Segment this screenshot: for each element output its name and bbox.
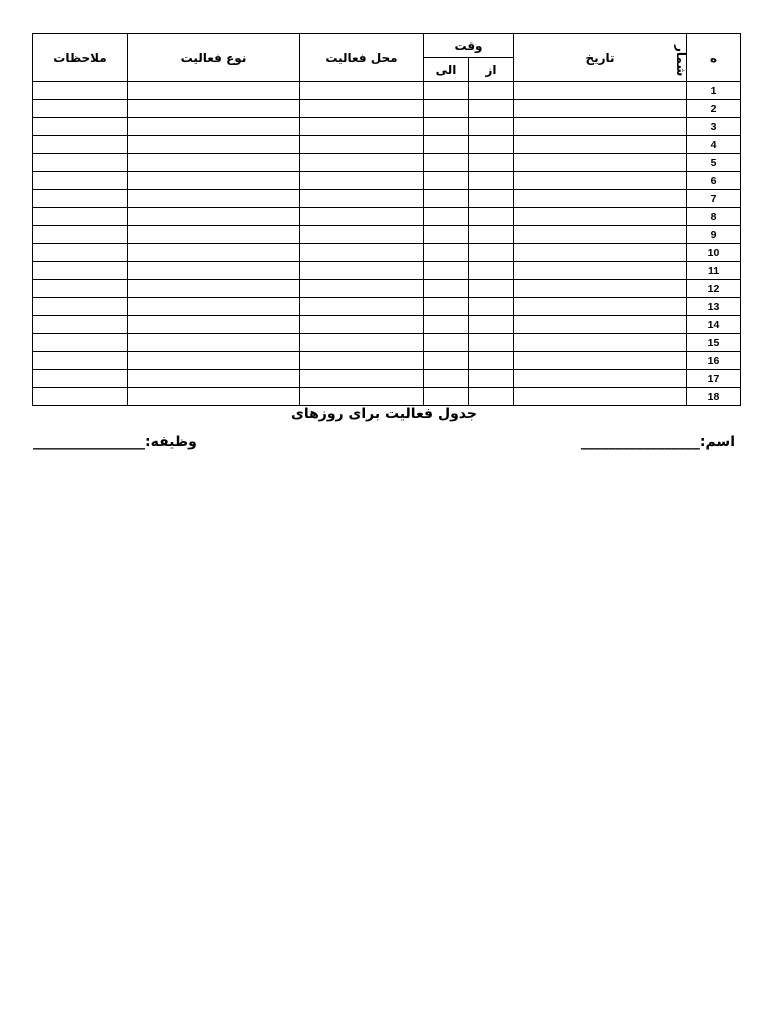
row-number: 9 (687, 226, 741, 244)
activity-type-cell[interactable] (128, 316, 300, 334)
time-from-cell[interactable] (469, 262, 514, 280)
time-to-cell[interactable] (424, 244, 469, 262)
row-number: 13 (687, 298, 741, 316)
table-body (33, 82, 741, 406)
row-number: 11 (687, 262, 741, 280)
activity-type-cell[interactable] (128, 208, 300, 226)
date-cell[interactable] (514, 154, 687, 172)
header-date: تاریخ (514, 34, 687, 82)
time-from-cell[interactable] (469, 244, 514, 262)
time-to-cell[interactable] (424, 388, 469, 406)
date-cell[interactable] (514, 82, 687, 100)
notes-cell[interactable] (33, 172, 128, 190)
notes-cell[interactable] (33, 244, 128, 262)
time-to-cell[interactable] (424, 208, 469, 226)
location-cell[interactable] (300, 100, 424, 118)
time-from-cell[interactable] (469, 190, 514, 208)
table-row (33, 208, 741, 226)
row-number: 8 (687, 208, 741, 226)
time-from-cell[interactable] (469, 280, 514, 298)
location-cell[interactable] (300, 226, 424, 244)
date-cell[interactable] (514, 190, 687, 208)
time-from-cell[interactable] (469, 82, 514, 100)
notes-cell[interactable] (33, 316, 128, 334)
table-row (33, 280, 741, 298)
location-cell[interactable] (300, 352, 424, 370)
activity-log-table (32, 33, 741, 406)
date-cell[interactable] (514, 334, 687, 352)
row-number: 6 (687, 172, 741, 190)
time-from-cell[interactable] (469, 136, 514, 154)
activity-type-cell[interactable] (128, 82, 300, 100)
time-to-cell[interactable] (424, 172, 469, 190)
table-row (33, 118, 741, 136)
date-cell[interactable] (514, 136, 687, 154)
footer-title: جدول فعالیت برای روزهای (291, 406, 477, 422)
location-cell[interactable] (300, 370, 424, 388)
header-number-short: ه (709, 50, 718, 65)
row-number: 3 (687, 118, 741, 136)
date-cell[interactable] (514, 172, 687, 190)
activity-type-cell[interactable] (128, 262, 300, 280)
table-row (33, 100, 741, 118)
name-field[interactable]: _________________:اسم (580, 434, 735, 450)
location-cell[interactable] (300, 262, 424, 280)
date-cell[interactable] (514, 388, 687, 406)
table-row (33, 190, 741, 208)
date-cell[interactable] (514, 118, 687, 136)
notes-cell[interactable] (33, 118, 128, 136)
header-notes: ملاحظات (33, 34, 128, 82)
location-cell[interactable] (300, 172, 424, 190)
job-field[interactable]: ________________:وظیفه (33, 434, 197, 450)
table-row (33, 226, 741, 244)
date-cell[interactable] (514, 244, 687, 262)
header-time-to: الی (424, 58, 469, 82)
table-row (33, 244, 741, 262)
table-row (33, 298, 741, 316)
date-cell[interactable] (514, 100, 687, 118)
time-to-cell[interactable] (424, 154, 469, 172)
table-row (33, 388, 741, 406)
table-row (33, 262, 741, 280)
time-to-cell[interactable] (424, 370, 469, 388)
time-to-cell[interactable] (424, 262, 469, 280)
table-row (33, 352, 741, 370)
location-cell[interactable] (300, 280, 424, 298)
activity-type-cell[interactable] (128, 226, 300, 244)
time-from-cell[interactable] (469, 370, 514, 388)
notes-cell[interactable] (33, 280, 128, 298)
time-to-cell[interactable] (424, 226, 469, 244)
row-number: 4 (687, 136, 741, 154)
row-number: 1 (687, 82, 741, 100)
table-row (33, 154, 741, 172)
activity-type-cell[interactable] (128, 334, 300, 352)
date-cell[interactable] (514, 226, 687, 244)
time-to-cell[interactable] (424, 82, 469, 100)
time-to-cell[interactable] (424, 298, 469, 316)
date-cell[interactable] (514, 370, 687, 388)
date-cell[interactable] (514, 316, 687, 334)
time-from-cell[interactable] (469, 154, 514, 172)
time-to-cell[interactable] (424, 118, 469, 136)
location-cell[interactable] (300, 208, 424, 226)
location-cell[interactable] (300, 244, 424, 262)
date-cell[interactable] (514, 208, 687, 226)
time-to-cell[interactable] (424, 280, 469, 298)
table-row (33, 136, 741, 154)
time-to-cell[interactable] (424, 316, 469, 334)
table-row (33, 82, 741, 100)
notes-cell[interactable] (33, 154, 128, 172)
notes-cell[interactable] (33, 226, 128, 244)
date-cell[interactable] (514, 280, 687, 298)
notes-cell[interactable] (33, 352, 128, 370)
header-location: محل فعالیت (300, 34, 424, 82)
row-number: 17 (687, 370, 741, 388)
activity-type-cell[interactable] (128, 280, 300, 298)
activity-type-cell[interactable] (128, 352, 300, 370)
date-cell[interactable] (514, 352, 687, 370)
location-cell[interactable] (300, 118, 424, 136)
row-number: 16 (687, 352, 741, 370)
header-number (674, 34, 741, 82)
time-from-cell[interactable] (469, 388, 514, 406)
notes-cell[interactable] (33, 208, 128, 226)
header-number-vertical: شمار (674, 45, 688, 77)
location-cell[interactable] (300, 136, 424, 154)
location-cell[interactable] (300, 190, 424, 208)
location-cell[interactable] (300, 154, 424, 172)
time-from-cell[interactable] (469, 226, 514, 244)
activity-type-cell[interactable] (128, 298, 300, 316)
time-from-cell[interactable] (469, 298, 514, 316)
table-row (33, 316, 741, 334)
notes-cell[interactable] (33, 298, 128, 316)
table-row (33, 334, 741, 352)
activity-type-cell[interactable] (128, 118, 300, 136)
table-row (33, 172, 741, 190)
time-from-cell[interactable] (469, 118, 514, 136)
row-number: 14 (687, 316, 741, 334)
header-time-from: از (469, 58, 514, 82)
time-from-cell[interactable] (469, 100, 514, 118)
row-number: 5 (687, 154, 741, 172)
table-row (33, 370, 741, 388)
activity-type-cell[interactable] (128, 388, 300, 406)
date-cell[interactable] (514, 262, 687, 280)
time-from-cell[interactable] (469, 316, 514, 334)
row-number: 7 (687, 190, 741, 208)
activity-type-cell[interactable] (128, 190, 300, 208)
time-to-cell[interactable] (424, 100, 469, 118)
activity-type-cell[interactable] (128, 100, 300, 118)
header-activity-type: نوع فعالیت (128, 34, 300, 82)
activity-type-cell[interactable] (128, 244, 300, 262)
row-number: 18 (687, 388, 741, 406)
row-number: 10 (687, 244, 741, 262)
time-from-cell[interactable] (469, 334, 514, 352)
activity-type-cell[interactable] (128, 136, 300, 154)
row-number: 12 (687, 280, 741, 298)
notes-cell[interactable] (33, 334, 128, 352)
notes-cell[interactable] (33, 388, 128, 406)
notes-cell[interactable] (33, 262, 128, 280)
notes-cell[interactable] (33, 136, 128, 154)
time-to-cell[interactable] (424, 352, 469, 370)
time-to-cell[interactable] (424, 334, 469, 352)
location-cell[interactable] (300, 316, 424, 334)
location-cell[interactable] (300, 388, 424, 406)
time-from-cell[interactable] (469, 352, 514, 370)
location-cell[interactable] (300, 298, 424, 316)
activity-type-cell[interactable] (128, 172, 300, 190)
time-from-cell[interactable] (469, 208, 514, 226)
row-number: 2 (687, 100, 741, 118)
time-from-cell[interactable] (469, 172, 514, 190)
time-to-cell[interactable] (424, 190, 469, 208)
location-cell[interactable] (300, 82, 424, 100)
activity-type-cell[interactable] (128, 154, 300, 172)
activity-type-cell[interactable] (128, 370, 300, 388)
notes-cell[interactable] (33, 100, 128, 118)
row-number: 15 (687, 334, 741, 352)
date-cell[interactable] (514, 298, 687, 316)
location-cell[interactable] (300, 334, 424, 352)
notes-cell[interactable] (33, 370, 128, 388)
header-time: وقت (424, 34, 514, 58)
notes-cell[interactable] (33, 190, 128, 208)
time-to-cell[interactable] (424, 136, 469, 154)
notes-cell[interactable] (33, 82, 128, 100)
